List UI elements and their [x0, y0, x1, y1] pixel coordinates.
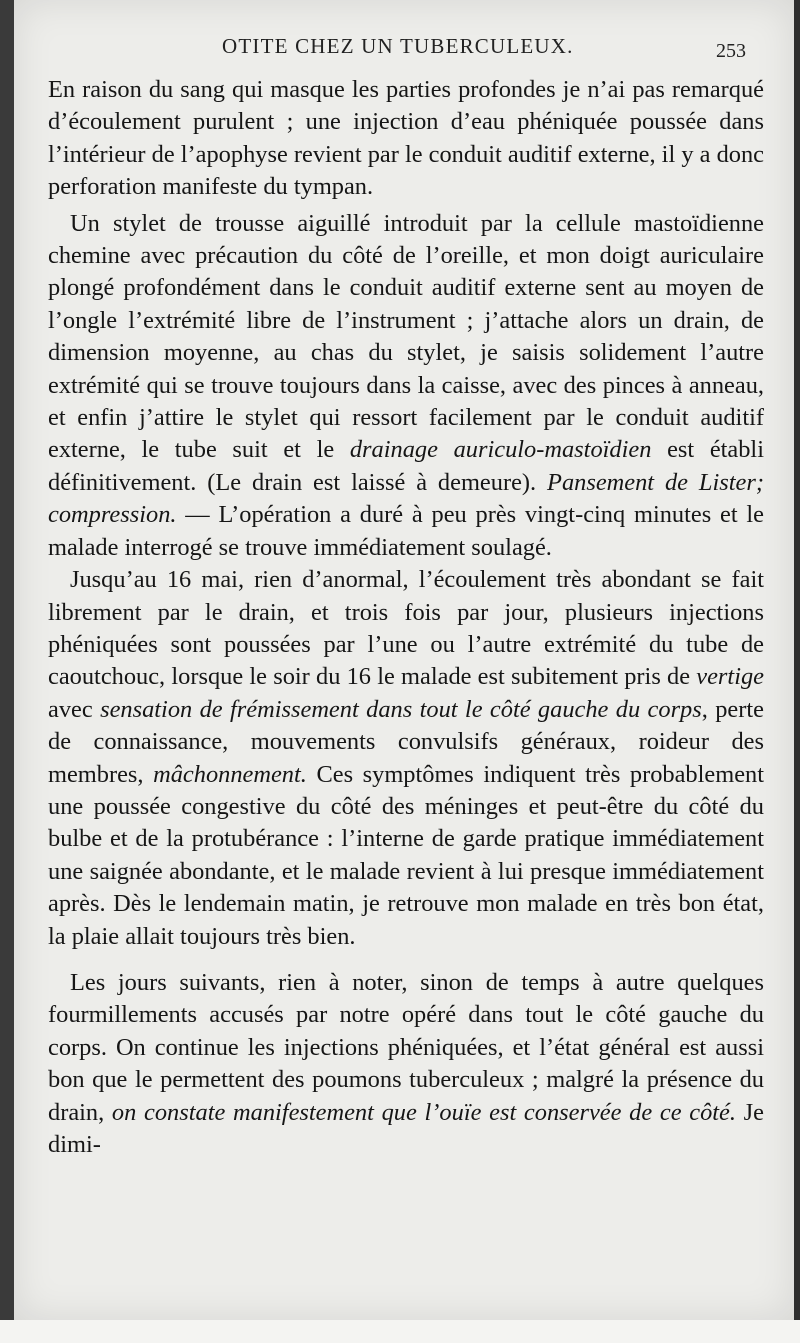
italic-run: sensation de frémissement dans tout le côté gauche du corps [100, 695, 702, 723]
italic-run: mâchonnement. [153, 760, 307, 788]
book-page [14, 0, 794, 1320]
body-text [48, 74, 764, 1161]
paragraph-1 [48, 74, 764, 204]
text-run: avec [48, 695, 101, 723]
italic-run: Pansement de Lister; compression. [48, 468, 764, 529]
text-run: Ces symptômes indiquent très probablement une poussée congestive du côté des méninges et peut-être du côté du bulbe et de la protubérance : l’interne de garde pratique immédiatement une saignée abondante, et le malade revient à lui presque immédiatement après. Dès le lendemain matin, je retrouve mon malade en très bon état, la plaie allait toujours très bien. [48, 760, 765, 950]
paragraph-4 [48, 967, 764, 1161]
text-run: Jusqu’au 16 mai, rien d’anormal, l’écoulement très abondant se fait librement par le drain, et trois fois par jour, plusieurs injections phéniquées sont poussées par l’une ou l’autre extrémité du tube de caoutchouc, lorsque le soir du 16 le malade est subitement pris de [48, 566, 764, 691]
text-run: En raison du sang qui masque les parties profondes je n’ai pas remarqué d’écoulement purulent ; une injection d’eau phéniquée poussée dans l’intérieur de l’apophyse revient par le conduit auditif externe, il y a donc perforation manifeste du tympan. [48, 76, 764, 201]
running-title: OTITE CHEZ UN TUBERCULEUX. [222, 34, 574, 58]
italic-run: on constate manifestement que l’ouïe est conservée de ce côté. [111, 1098, 736, 1126]
italic-run: vertige [696, 663, 764, 691]
text-run: Les jours suivants, rien à noter, sinon de temps à autre quelques fourmillements accusés par notre opéré dans tout le côté gauche du corps. On continue les injections phéniquées, et l’état général est aussi bon que le permettent des poumons tuberculeux ; malgré la présence du drain, [48, 968, 764, 1126]
text-run: , perte de connaissance, mouvements convulsifs généraux, roideur des membres, [48, 695, 764, 788]
paragraph-2 [48, 208, 764, 564]
italic-run: drainage auriculo-mastoïdien [349, 436, 652, 464]
scan-bottom-margin [0, 1320, 800, 1343]
text-run: Je dimi- [48, 1098, 764, 1158]
text-run: est établi définitivement. (Le drain est laissé à demeure). [48, 436, 764, 496]
page-number: 253 [716, 40, 746, 62]
scan-left-edge [0, 0, 14, 1320]
paragraph-3 [48, 564, 764, 953]
page-header [14, 34, 794, 64]
text-run: — L’opération a duré à peu près vingt-cinq minutes et le malade interrogé se trouve immédiatement soulagé. [48, 501, 764, 561]
text-run: Un stylet de trousse aiguillé introduit par la cellule mastoïdienne chemine avec précaution du côté de l’oreille, et mon doigt auriculaire plongé profondément dans le conduit auditif externe sent au moyen de l’ongle l’extrémité libre de l’instrument ; j’attache alors un drain, de dimension moyenne, au chas du stylet, je saisis solidement l’autre extrémité qui se trouve toujours dans la caisse, avec des pinces à anneau, et enfin j’attire le stylet qui ressort facilement par le conduit auditif externe, le tube suit et le [48, 209, 764, 464]
scan-right-edge [794, 0, 800, 1320]
